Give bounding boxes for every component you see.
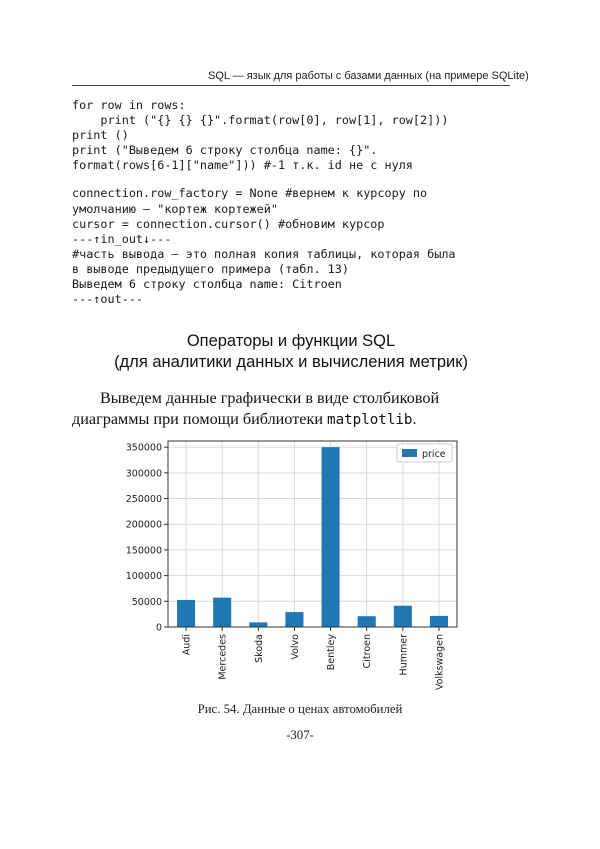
y-tick-label: 150000	[125, 545, 162, 557]
x-tick-label: Volvo	[289, 634, 301, 660]
y-tick-label: 50000	[131, 596, 162, 608]
figure-caption: Рис. 54. Данные о ценах автомобилей	[197, 702, 403, 716]
body-paragraph	[72, 388, 514, 431]
header-rule	[72, 85, 510, 86]
code-line: print ("{} {} {}".format(row[0], row[1], row[2]))	[72, 113, 449, 128]
code-line: ---↑in_out↓---	[72, 231, 172, 246]
code-line: cursor = connection.cursor() #обновим курсор	[72, 216, 385, 231]
x-tick-label: Skoda	[253, 634, 265, 663]
section-heading-line-2: (для аналитики данных и вычисления метрик)	[114, 353, 468, 371]
bar	[358, 616, 376, 627]
bar	[322, 447, 340, 627]
plot-frame	[168, 441, 457, 627]
code-line: умолчанию — "кортеж кортежей"	[72, 201, 278, 216]
bar	[177, 600, 195, 627]
x-tick-label: Bentley	[326, 634, 338, 671]
y-tick-label: 250000	[125, 494, 162, 506]
bar	[249, 622, 267, 627]
bar-chart	[110, 435, 470, 695]
bar	[213, 598, 231, 627]
code-line: format(rows[6-1]["name"])) #-1 т.к. id не с нуля	[72, 158, 413, 173]
bar	[285, 612, 303, 627]
x-tick-label: Volkswagen	[434, 634, 446, 690]
x-tick-label: Citroen	[362, 634, 374, 669]
paragraph-code: matplotlib	[327, 412, 413, 428]
code-line: print ("Выведем 6 строку столбца name: {}".	[72, 143, 378, 158]
y-tick-label: 100000	[125, 571, 162, 583]
bar	[394, 606, 412, 627]
code-line: в выводе предыдущего примера (табл. 13)	[72, 261, 349, 276]
y-tick-label: 0	[155, 622, 162, 634]
code-line: #часть вывода — это полная копия таблицы, которая была	[72, 246, 456, 261]
chart-svg	[110, 435, 470, 690]
legend-swatch	[402, 449, 417, 457]
code-line: Выведем 6 строку столбца name: Citroen	[72, 277, 342, 292]
code-line: ---↑out---	[72, 292, 144, 307]
section-heading	[72, 331, 510, 373]
x-tick-label: Hummer	[398, 634, 410, 676]
section-heading-line-1: Операторы и функции SQL	[186, 332, 396, 350]
running-header: SQL — язык для работы с базами данных (на примере SQLite)	[208, 70, 529, 82]
code-line: connection.row_factory = None #вернем к курсору по	[72, 186, 428, 201]
y-tick-label: 350000	[125, 442, 162, 454]
bar	[430, 616, 448, 627]
legend-label: price	[422, 449, 446, 460]
paragraph-text: Выведем данные графически в виде столбиковой диаграммы при помощи библиотеки	[72, 389, 440, 428]
x-tick-label: Mercedes	[217, 634, 229, 680]
paragraph-end: .	[412, 410, 417, 428]
code-line: for row in rows:	[72, 98, 186, 112]
y-tick-label: 300000	[125, 468, 162, 480]
code-line: print ()	[72, 128, 129, 143]
y-tick-label: 200000	[125, 519, 162, 531]
code-block	[72, 98, 456, 307]
x-tick-label: Audi	[181, 634, 193, 656]
page-number: -307-	[286, 728, 314, 742]
